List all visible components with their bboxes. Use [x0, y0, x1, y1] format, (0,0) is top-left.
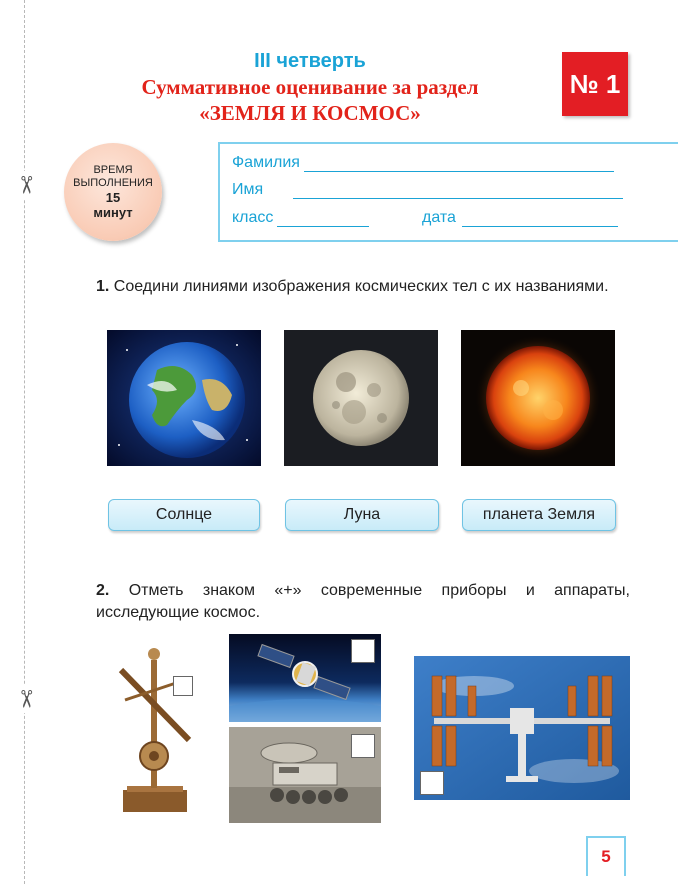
date-field[interactable]: [462, 211, 618, 227]
earth-image: [107, 330, 261, 466]
checkbox-space-station[interactable]: [420, 771, 444, 795]
label-moon[interactable]: Луна: [285, 499, 439, 531]
assessment-title: Суммативное оценивание за раздел: [141, 75, 479, 99]
page-number: 5: [586, 836, 626, 876]
task-2-instruction: Отметь знаком «+» современные приборы и аппараты, исследующие космос.: [96, 582, 630, 621]
class-field[interactable]: [277, 211, 369, 227]
task-1-number: 1.: [96, 278, 110, 295]
time-label-2: ВЫПОЛНЕНИЯ: [73, 177, 153, 189]
sun-image: [461, 330, 615, 466]
label-planet-earth[interactable]: планета Земля: [462, 499, 616, 531]
antique-telescope-image: [115, 640, 195, 820]
time-minutes: 15: [105, 190, 121, 205]
task-2-text: [96, 580, 630, 624]
surname-field[interactable]: [304, 156, 614, 172]
time-badge: [64, 143, 162, 241]
task-2-number: 2.: [96, 582, 110, 599]
section-title: «ЗЕМЛЯ И КОСМОС»: [199, 101, 421, 125]
time-unit: минут: [93, 205, 133, 220]
time-label-1: ВРЕМЯ: [93, 164, 133, 176]
surname-label: Фамилия: [232, 154, 300, 171]
checkbox-antique-telescope[interactable]: [173, 676, 193, 696]
name-label: Имя: [232, 181, 264, 198]
cut-line: [24, 0, 25, 884]
class-label: класс: [232, 209, 274, 226]
task-1-text: [96, 276, 630, 298]
scissors-icon: ✂: [8, 171, 42, 199]
scissors-icon: ✂: [8, 685, 42, 713]
label-sun[interactable]: Солнце: [108, 499, 260, 531]
checkbox-satellite[interactable]: [351, 639, 375, 663]
task-1-instruction: Соедини линиями изображения космических тел с их названиями.: [113, 278, 609, 295]
quarter-title: III четверть: [254, 50, 366, 72]
space-station-image: [414, 656, 630, 800]
assessment-number-badge: № 1: [562, 52, 628, 116]
date-label: дата: [422, 209, 456, 226]
student-info-form: [218, 142, 678, 242]
checkbox-lunar-rover[interactable]: [351, 734, 375, 758]
name-field[interactable]: [293, 183, 623, 199]
page-header: [90, 48, 530, 126]
moon-image: [284, 330, 438, 466]
